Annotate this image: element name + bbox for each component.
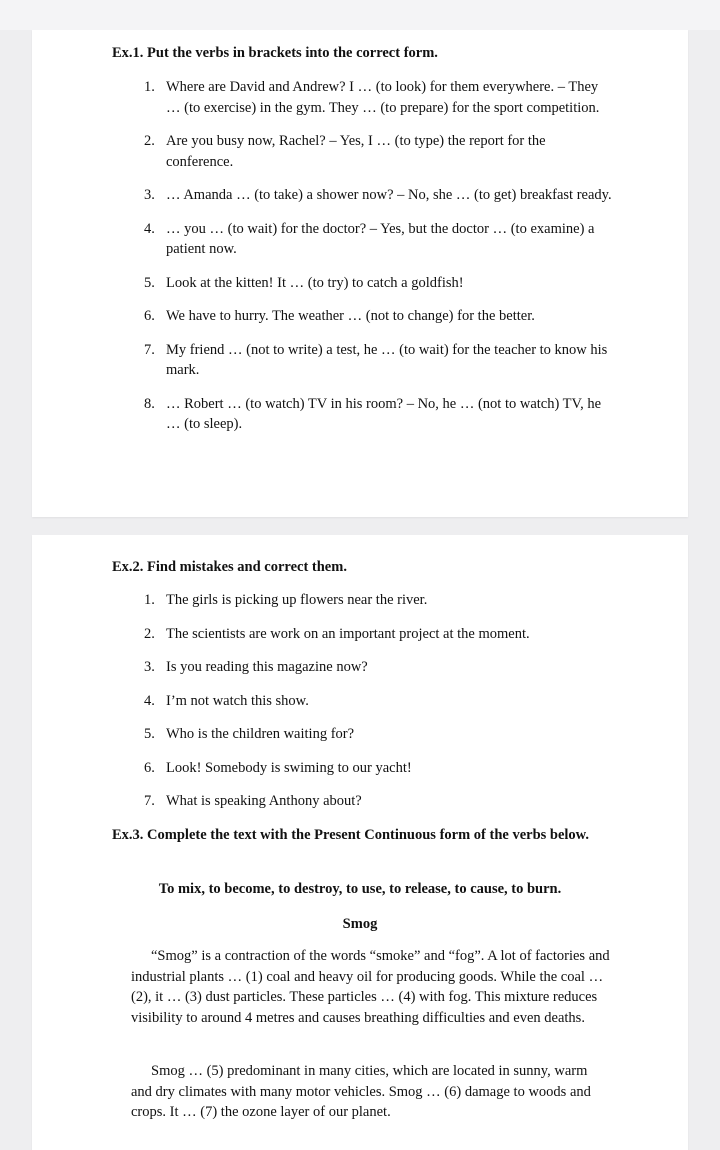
paragraph-1: “Smog” is a contraction of the words “smoke” and “fog”. A lot of factories and industrial plants … (1) coal and heavy oil for producing goods. While the coal … (2), it … (3) dust particles. These particles … (4) with fog. This mixture reduces visibility to around 4 metres and causes breathing difficulties and even deaths. <box>131 948 610 1026</box>
item-number: 1. <box>144 592 155 608</box>
item-text: My friend … (not to write) a test, he … (to wait) for the teacher to know his mark. <box>166 341 608 378</box>
list-item <box>144 791 616 812</box>
ex2-heading: Ex.2. Find mistakes and correct them. <box>112 559 347 575</box>
item-text: … Amanda … (to take) a shower now? – No, she … (to get) breakfast ready. <box>166 187 612 203</box>
item-text: Look! Somebody is swiming to our yacht! <box>166 759 412 776</box>
list-item <box>144 624 616 645</box>
list-item <box>144 131 616 172</box>
item-number: 3. <box>144 187 155 203</box>
list-item <box>144 758 616 779</box>
item-text: Is you reading this magazine now? <box>166 659 368 675</box>
item-text: I’m not watch this show. <box>166 692 309 709</box>
list-item <box>144 691 616 712</box>
item-number: 7. <box>144 793 155 809</box>
list-item <box>144 724 616 745</box>
item-number: 4. <box>144 692 155 709</box>
verbs-list: To mix, to become, to destroy, to use, to release, to cause, to burn. <box>158 881 562 897</box>
viewer-top-band <box>0 0 720 30</box>
item-text: … you … (to wait) for the doctor? – Yes, but the doctor … (to examine) a patient now. <box>166 220 595 257</box>
list-item <box>144 185 616 206</box>
ex1-list <box>144 77 616 448</box>
paragraph-2: Smog … (5) predominant in many cities, which are located in sunny, warm and dry climates with many motor vehicles. Smog … (6) damage to woods and crops. It … (7) the ozone layer of our planet. <box>131 1063 591 1120</box>
item-text: Are you busy now, Rachel? – Yes, I … (to type) the report for the conference. <box>166 133 546 170</box>
document-page-2 <box>32 535 688 1150</box>
list-item <box>144 657 616 678</box>
item-text: The scientists are work on an important project at the moment. <box>166 625 530 642</box>
item-text: What is speaking Anthony about? <box>166 793 362 809</box>
item-number: 7. <box>144 341 155 358</box>
list-item <box>144 219 616 260</box>
list-item <box>144 394 616 435</box>
ex2-list <box>144 590 616 825</box>
list-item <box>144 77 616 118</box>
item-text: The girls is picking up flowers near the river. <box>166 592 428 608</box>
list-item <box>144 273 616 294</box>
item-number: 2. <box>144 625 155 642</box>
item-text: We have to hurry. The weather … (not to change) for the better. <box>166 308 535 324</box>
text-title: Smog <box>342 916 378 932</box>
list-item <box>144 306 616 327</box>
document-page-1 <box>32 30 688 517</box>
item-number: 4. <box>144 220 155 237</box>
ex3-heading: Ex.3. Complete the text with the Present Continuous form of the verbs below. <box>112 827 589 843</box>
item-number: 6. <box>144 308 155 324</box>
item-text: … Robert … (to watch) TV in his room? – No, he … (not to watch) TV, he … (to sleep). <box>166 395 602 432</box>
item-number: 3. <box>144 659 155 675</box>
ex1-heading: Ex.1. Put the verbs in brackets into the correct form. <box>112 45 438 61</box>
item-number: 2. <box>144 133 155 149</box>
item-number: 5. <box>144 726 155 742</box>
item-text: Who is the children waiting for? <box>166 726 355 742</box>
item-number: 1. <box>144 79 155 95</box>
item-number: 5. <box>144 274 155 291</box>
item-text: Look at the kitten! It … (to try) to catch a goldfish! <box>166 274 464 291</box>
list-item <box>144 590 616 611</box>
item-number: 8. <box>144 395 155 412</box>
item-number: 6. <box>144 759 155 776</box>
item-text: Where are David and Andrew? I … (to look) for them everywhere. – They … (to exercise) in the gym. They … (to prepare) for the sport competition. <box>166 79 600 116</box>
list-item <box>144 340 616 381</box>
